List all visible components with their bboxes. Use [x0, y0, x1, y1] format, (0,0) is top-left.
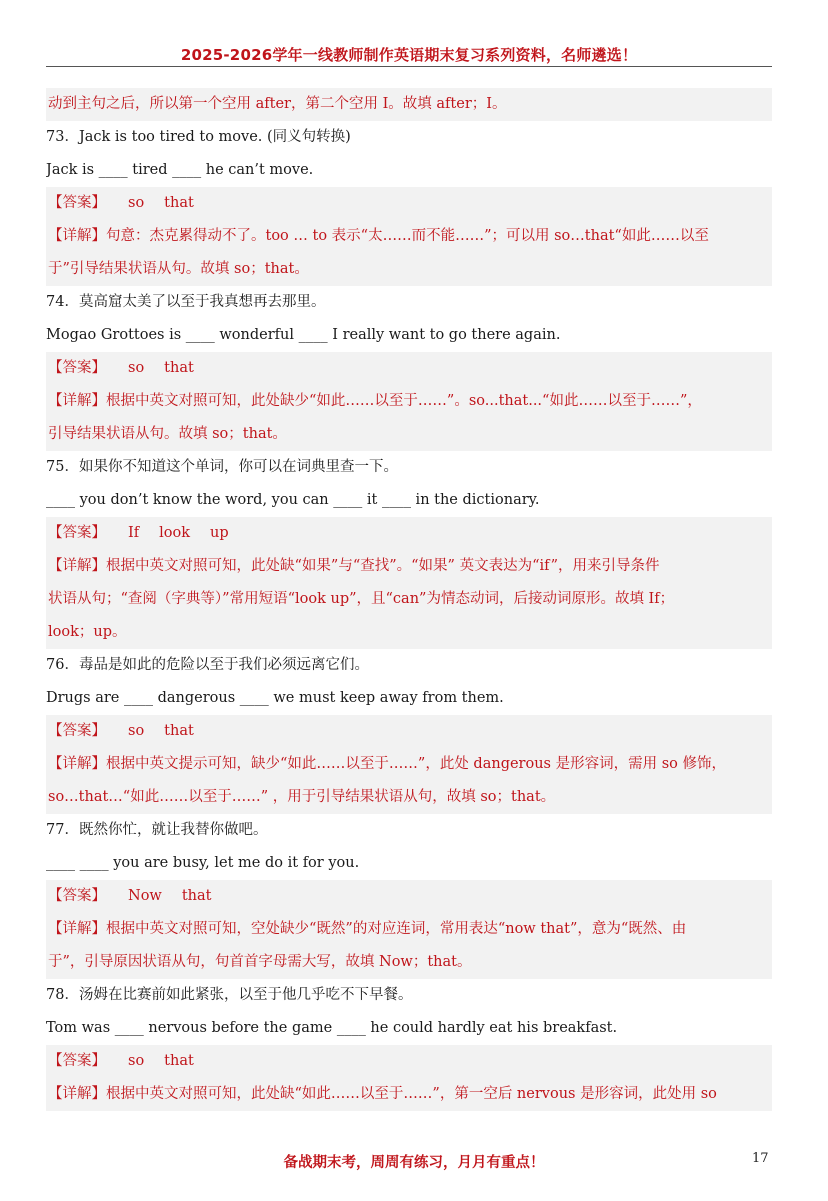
answer-word: so — [128, 723, 145, 739]
answer-values — [128, 352, 214, 385]
question-sentence: ____ ____ you are busy, let me do it for you. — [46, 855, 360, 871]
answer-word: up — [210, 525, 229, 541]
answer-label: 【答案】 — [48, 1053, 106, 1069]
explanation-line: 引导结果状语从句。故填 so；that。 — [46, 418, 772, 451]
answer-label: 【答案】 — [48, 723, 106, 739]
question-prompt: 78．汤姆在比赛前如此紧张，以至于他几乎吃不下早餐。 — [46, 987, 413, 1003]
explanation-line: look；up。 — [46, 616, 772, 649]
question-prompt: 77．既然你忙，就让我替你做吧。 — [46, 822, 268, 838]
explanation-line: 【详解】根据中英文对照可知，空处缺少“既然”的对应连词，常用表达“now that”，意为“既然、由 — [46, 913, 772, 946]
explanation-line: 于”，引导原因状语从句，句首首字母需大写，故填 Now；that。 — [46, 946, 772, 979]
answer-values — [128, 880, 231, 913]
explanation-line: 【详解】根据中英文提示可知，缺少“如此……以至于……”，此处 dangerous 是形容词，需用 so 修饰， — [46, 748, 772, 781]
page-content — [46, 88, 772, 1111]
explanation-line: 【详解】根据中英文对照可知，此处缺少“如此……以至于……”。so...that...“如此……以至于……”， — [46, 385, 772, 418]
answer-label: 【答案】 — [48, 525, 106, 541]
question-sentence: Drugs are ____ dangerous ____ we must keep away from them. — [46, 690, 504, 706]
header-divider — [46, 66, 772, 67]
answer-row — [46, 517, 772, 550]
answer-word: so — [128, 1053, 145, 1069]
answer-word: that — [164, 1053, 194, 1069]
question-prompt: 73．Jack is too tired to move. (同义句转换) — [46, 129, 351, 145]
question-sentence: ____ you don’t know the word, you can ____ it ____ in the dictionary. — [46, 492, 540, 508]
explanation-line: 【详解】根据中英文对照可知，此处缺“如果”与“查找”。“如果” 英文表达为“if”，用来引导条件 — [46, 550, 772, 583]
page-number: 17 — [752, 1151, 769, 1166]
question-prompt: 75．如果你不知道这个单词，你可以在词典里查一下。 — [46, 459, 398, 475]
answer-word: Now — [128, 888, 162, 904]
answer-word: so — [128, 195, 145, 211]
explanation-line: 【详解】根据中英文对照可知，此处缺“如此……以至于……”，第一空后 nervous 是形容词，此处用 so — [46, 1078, 772, 1111]
page-header: 2025-2026学年一线教师制作英语期末复习系列资料，名师遴选！ — [180, 46, 638, 64]
question-prompt: 76．毒品是如此的危险以至于我们必须远离它们。 — [46, 657, 369, 673]
answer-word: so — [128, 360, 145, 376]
answer-row — [46, 187, 772, 220]
question-sentence: Jack is ____ tired ____ he can’t move. — [46, 162, 314, 178]
question-sentence: Tom was ____ nervous before the game ____ he could hardly eat his breakfast. — [46, 1020, 618, 1036]
answer-word: that — [164, 195, 194, 211]
answer-values — [128, 187, 214, 220]
answer-word: If — [128, 525, 140, 541]
answer-label: 【答案】 — [48, 195, 106, 211]
answer-row — [46, 1045, 772, 1078]
question-sentence: Mogao Grottoes is ____ wonderful ____ I really want to go there again. — [46, 327, 561, 343]
answer-values — [128, 517, 249, 550]
continuation-text: 动到主句之后，所以第一个空用 after，第二个空用 I。故填 after；I。 — [46, 88, 772, 121]
answer-word: that — [164, 723, 194, 739]
explanation-line: 状语从句；“查阅（字典等）”常用短语“look up”，且“can”为情态动词，后接动词原形。故填 If； — [46, 583, 772, 616]
explanation-line: 【详解】句意：杰克累得动不了。too … to 表示“太……而不能……”；可以用 so…that“如此……以至 — [46, 220, 772, 253]
answer-row — [46, 715, 772, 748]
question-prompt: 74．莫高窟太美了以至于我真想再去那里。 — [46, 294, 326, 310]
answer-word: that — [164, 360, 194, 376]
answer-word: that — [181, 888, 212, 904]
page-footer: 备战期末考，周周有练习，月月有重点！ — [283, 1155, 545, 1171]
answer-label: 【答案】 — [48, 360, 106, 376]
explanation-line: so…that…“如此……以至于……” ，用于引导结果状语从句，故填 so；that。 — [46, 781, 772, 814]
answer-row — [46, 880, 772, 913]
answer-values — [128, 1045, 214, 1078]
answer-row — [46, 352, 772, 385]
answer-values — [128, 715, 214, 748]
explanation-line: 于”引导结果状语从句。故填 so；that。 — [46, 253, 772, 286]
answer-word: look — [159, 525, 190, 541]
answer-label: 【答案】 — [48, 888, 106, 904]
